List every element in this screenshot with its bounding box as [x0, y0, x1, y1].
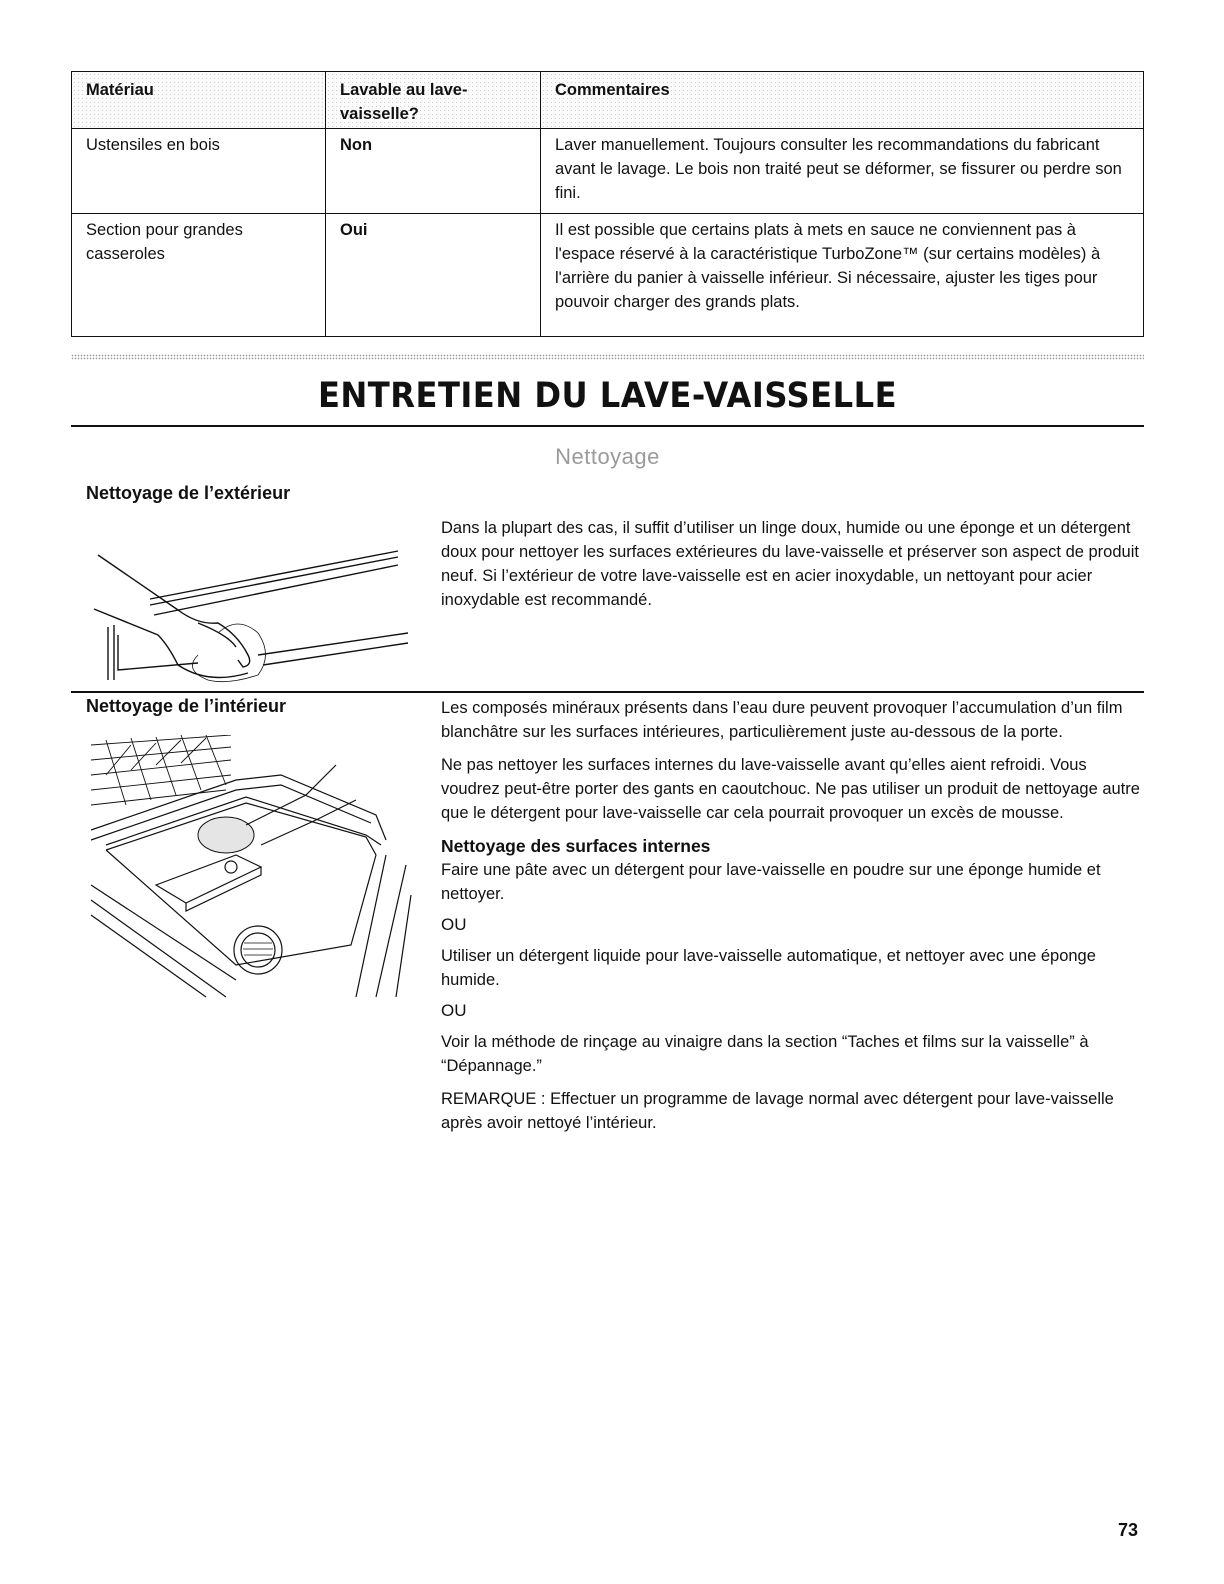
interior-divider: [71, 691, 1144, 693]
materials-table: [71, 71, 1144, 337]
cell-comments: Laver manuellement. Toujours consulter les recommandations du fabricant avant le lavage. Le bois non traité peut se déformer, se fissurer ou perdre son fini.: [541, 129, 1144, 214]
note-text: REMARQUE : Effectuer un programme de lavage normal avec détergent pour lave-vaisselle après avoir nettoyé l’intérieur.: [441, 1090, 1114, 1132]
hand-wiping-door-illustration: [88, 515, 418, 685]
exterior-heading: Nettoyage de l’extérieur: [86, 483, 291, 503]
interior-paragraph: Les composés minéraux présents dans l’eau dure peuvent provoquer l’accumulation d’un film blanchâtre sur les surfaces intérieures, particulièrement juste au-dessous de la porte.: [441, 699, 1123, 741]
cell-material: Ustensiles en bois: [72, 129, 326, 214]
cell-dishwasher-safe: Non: [326, 129, 541, 214]
method-liquid: Utiliser un détergent liquide pour lave-vaisselle automatique, et nettoyer avec une éponge humide.: [441, 947, 1096, 989]
exterior-text: Dans la plupart des cas, il suffit d’utiliser un linge doux, humide ou une éponge et un détergent doux pour nettoyer les surfaces extérieures du lave-vaisselle et préserver son aspect de produit neuf. Si l’extérieur de votre lave-vaisselle est en acier inoxydable, un nettoyant pour acier inoxydable est recommandé.: [441, 519, 1139, 609]
header-comments: Commentaires: [541, 72, 1144, 129]
interior-heading: Nettoyage de l’intérieur: [86, 696, 287, 716]
table-row: [72, 214, 1144, 337]
header-material: Matériau: [72, 72, 326, 129]
table-header-row: [72, 72, 1144, 129]
internal-surfaces-heading: Nettoyage des surfaces internes: [441, 836, 711, 856]
cell-comments: Il est possible que certains plats à mets en sauce ne conviennent pas à l'espace réservé à la caractéristique TurboZone™ (sur certains modèles) à l'arrière du panier à vaisselle inférieur. Si nécessaire, ajuster les tiges pour pouvoir charger des grands plats.: [541, 214, 1144, 337]
subsection-title: Nettoyage: [555, 444, 660, 469]
title-rule: [71, 425, 1144, 427]
sponge-cleaning-tub-illustration: [86, 735, 416, 1000]
method-vinegar: Voir la méthode de rinçage au vinaigre dans la section “Taches et films sur la vaisselle” à “Dépannage.”: [441, 1033, 1089, 1075]
interior-paragraph: Ne pas nettoyer les surfaces internes du lave-vaisselle avant qu’elles aient refroidi. Vous voudrez peut-être porter des gants en caoutchouc. Ne pas utiliser un produit de nettoyage autre que le détergent pour lave-vaisselle car cela pourrait provoquer un excès de mousse.: [441, 756, 1140, 822]
header-dishwasher-safe: Lavable au lave-vaisselle?: [326, 72, 541, 129]
page-number: 73: [1118, 1520, 1139, 1540]
interior-text: [441, 696, 1141, 1144]
section-title: ENTRETIEN DU LAVE-VAISSELLE: [317, 376, 898, 416]
or-separator: OU: [441, 915, 467, 934]
cell-material: Section pour grandes casseroles: [72, 214, 326, 337]
section-divider: [71, 354, 1144, 360]
table-row: [72, 129, 1144, 214]
cell-dishwasher-safe: Oui: [326, 214, 541, 337]
or-separator: OU: [441, 1001, 467, 1020]
method-paste: Faire une pâte avec un détergent pour lave-vaisselle en poudre sur une éponge humide et nettoyer.: [441, 861, 1101, 903]
